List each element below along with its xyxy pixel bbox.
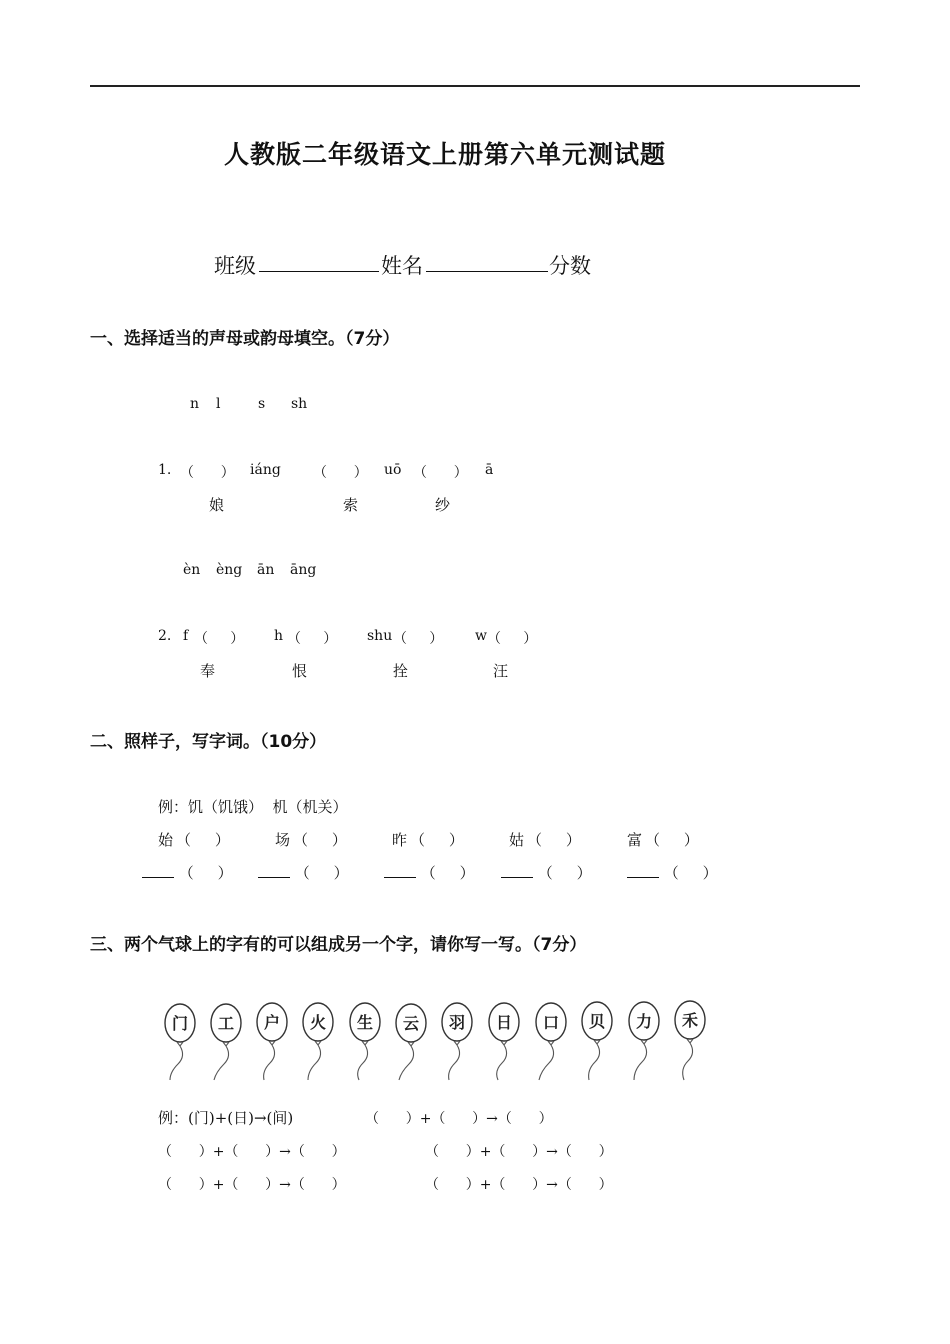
- section2-write-row: [627, 862, 718, 883]
- balloon-char: 力: [635, 1012, 653, 1031]
- balloon-char: 门: [171, 1014, 189, 1033]
- section2-write-row: [384, 862, 475, 883]
- q1-option: n: [190, 396, 200, 412]
- balloon: [211, 1004, 241, 1080]
- balloon-char: 羽: [448, 1013, 466, 1032]
- q1-pinyin: uō: [384, 462, 402, 478]
- balloon-char: 火: [309, 1013, 327, 1032]
- q2-option: èn: [183, 562, 201, 578]
- section3-heading: 三、两个气球上的字有的可以组成另一个字，请你写一写。（7分）: [90, 935, 587, 955]
- q1-blank[interactable]: （ ）: [413, 465, 468, 481]
- balloon-char: 工: [217, 1014, 235, 1033]
- q1-number: 1.: [158, 462, 172, 478]
- q2-blank[interactable]: （ ）: [393, 631, 444, 647]
- q2-number: 2.: [158, 628, 172, 644]
- section2-paren[interactable]: （ ）: [410, 831, 464, 849]
- write-blank[interactable]: [258, 865, 290, 878]
- balloon: [489, 1003, 519, 1080]
- q1-pinyin: ā: [485, 462, 494, 478]
- section3-blank-formula[interactable]: （ ）+（ ）→（ ）: [158, 1177, 346, 1193]
- q2-char: 汪: [493, 662, 509, 680]
- section2-paren[interactable]: （ ）: [293, 831, 347, 849]
- balloon: [442, 1003, 472, 1080]
- q2-option: ān: [257, 562, 275, 578]
- class-blank[interactable]: [259, 271, 379, 272]
- section3-blank-formula[interactable]: （ ）+（ ）→（ ）: [365, 1111, 553, 1127]
- write-blank[interactable]: [384, 865, 416, 878]
- section3-blank-formula[interactable]: （ ）+（ ）→（ ）: [425, 1144, 613, 1160]
- name-label: 姓名: [381, 254, 423, 278]
- balloon: [629, 1002, 659, 1080]
- section2-paren[interactable]: （ ）: [663, 864, 718, 882]
- balloon-char: 户: [263, 1013, 281, 1032]
- q2-prefix: w: [475, 628, 487, 644]
- q2-blank[interactable]: （ ）: [194, 631, 245, 647]
- q1-char: 娘: [209, 496, 225, 514]
- q2-option: èng: [216, 562, 243, 578]
- section2-char: 姑: [509, 831, 525, 849]
- section3-example: 例：(门)+(日)→(间): [158, 1109, 294, 1127]
- balloon: [675, 1001, 705, 1080]
- section2-example: 例：饥（饥饿） 机（机关）: [158, 798, 348, 816]
- q2-blank[interactable]: （ ）: [487, 631, 538, 647]
- section2-paren[interactable]: （ ）: [537, 864, 592, 882]
- balloon: [536, 1003, 566, 1080]
- balloon: [396, 1004, 426, 1080]
- section2-write-row: [258, 862, 349, 883]
- balloon: [350, 1003, 380, 1080]
- balloon-char: 口: [542, 1013, 560, 1032]
- section2-paren[interactable]: （ ）: [645, 831, 699, 849]
- section2-char: 始: [158, 831, 174, 849]
- q2-prefix: f: [183, 628, 189, 644]
- q2-char: 恨: [292, 662, 308, 680]
- section2-paren[interactable]: （ ）: [527, 831, 581, 849]
- name-blank[interactable]: [426, 271, 548, 272]
- score-label: 分数: [549, 254, 591, 278]
- balloon-char: 生: [356, 1013, 374, 1032]
- section3-blank-formula[interactable]: （ ）+（ ）→（ ）: [425, 1177, 613, 1193]
- balloon: [165, 1004, 195, 1080]
- class-label: 班级: [214, 254, 256, 278]
- section2-char: 富: [627, 831, 643, 849]
- top-rule: [90, 85, 860, 87]
- q2-prefix: shu: [367, 628, 393, 644]
- write-blank[interactable]: [501, 865, 533, 878]
- section3-blank-formula[interactable]: （ ）+（ ）→（ ）: [158, 1144, 346, 1160]
- section2-heading: 二、照样子，写字词。（10分）: [90, 732, 327, 752]
- page-title: 人教版二年级语文上册第六单元测试题: [223, 140, 666, 169]
- q2-blank[interactable]: （ ）: [287, 631, 338, 647]
- q2-prefix: h: [274, 628, 284, 644]
- q1-option: l: [216, 396, 221, 412]
- balloon-char: 日: [495, 1013, 513, 1032]
- q1-pinyin: iáng: [250, 462, 281, 478]
- balloon-char: 云: [402, 1014, 420, 1033]
- balloon-char: 贝: [588, 1012, 606, 1031]
- q2-option: āng: [290, 562, 317, 578]
- section2-write-row: [501, 862, 592, 883]
- q1-blank[interactable]: （ ）: [313, 465, 368, 481]
- q1-char: 索: [343, 496, 359, 514]
- write-blank[interactable]: [627, 865, 659, 878]
- section2-write-row: [142, 862, 233, 883]
- section2-char: 昨: [392, 831, 408, 849]
- section2-paren[interactable]: （ ）: [294, 864, 349, 882]
- write-blank[interactable]: [142, 865, 174, 878]
- balloon: [582, 1002, 612, 1080]
- q1-char: 纱: [435, 496, 451, 514]
- section2-char: 场: [275, 831, 291, 849]
- q2-char: 奉: [200, 662, 216, 680]
- section2-paren[interactable]: （ ）: [176, 831, 230, 849]
- q2-char: 拴: [393, 662, 409, 680]
- q1-option: s: [258, 396, 266, 412]
- balloon: [257, 1003, 287, 1080]
- balloons-illustration: [155, 990, 725, 1090]
- balloon: [303, 1003, 333, 1080]
- q1-option: sh: [291, 396, 308, 412]
- q1-blank[interactable]: （ ）: [180, 465, 235, 481]
- section2-paren[interactable]: （ ）: [178, 864, 233, 882]
- section2-paren[interactable]: （ ）: [420, 864, 475, 882]
- balloon-char: 禾: [681, 1011, 699, 1030]
- section1-heading: 一、选择适当的声母或韵母填空。（7分）: [90, 329, 400, 349]
